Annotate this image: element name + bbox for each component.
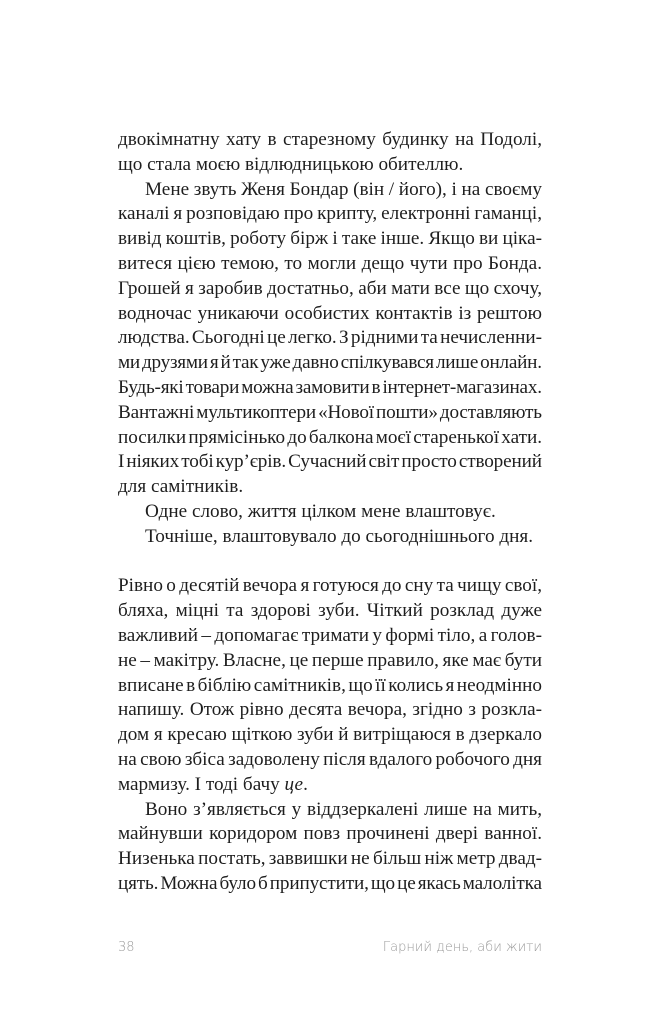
text-line-content: двокімнатну хату в старезному будинку на Подолі, bbox=[118, 129, 542, 150]
text-line-content: що стала моєю відлюдницькою обителлю. bbox=[118, 153, 464, 175]
text-line bbox=[118, 351, 542, 376]
text-line bbox=[118, 698, 542, 723]
text-line bbox=[118, 822, 542, 847]
text-line-inner bbox=[118, 723, 542, 748]
text-line-inner bbox=[118, 302, 542, 327]
text-line bbox=[118, 376, 542, 401]
text-line-inner bbox=[118, 128, 542, 153]
text-line-content: Будь-які товари можна замовити в інтернет-магазинах. bbox=[118, 377, 542, 398]
text-line-content: Точніше, влаштовувало до сьогоднішнього дня. bbox=[145, 525, 533, 547]
text-line bbox=[145, 525, 542, 550]
text-line-content: вивід коштів, роботу бірж і таке інше. Якщо ви ціка- bbox=[118, 228, 542, 250]
text-line bbox=[118, 450, 542, 475]
text-line-inner bbox=[145, 178, 542, 203]
text-line bbox=[118, 649, 542, 674]
text-line-content: мармизу. І тоді бачу bbox=[118, 773, 285, 795]
text-line bbox=[118, 426, 542, 451]
text-line-content: Мене звуть Женя Бондар (він / його), і на своєму bbox=[145, 178, 542, 200]
text-line-content: Одне слово, життя цілком мене влаштовує. bbox=[145, 501, 496, 522]
text-line-inner bbox=[118, 153, 463, 178]
text-line-inner bbox=[118, 822, 542, 847]
text-line-inner bbox=[145, 525, 533, 550]
text-line bbox=[118, 674, 542, 699]
text-line-content: каналі я розповідаю про крипту, електронні гаманці, bbox=[118, 203, 542, 225]
text-line bbox=[118, 574, 542, 599]
text-line-inner bbox=[118, 847, 542, 872]
text-line-inner bbox=[145, 798, 542, 823]
text-line-inner bbox=[118, 872, 542, 897]
text-line-inner bbox=[118, 773, 308, 798]
text-line-inner bbox=[118, 202, 542, 227]
text-line-inner bbox=[118, 674, 542, 699]
text-line bbox=[118, 872, 542, 897]
text-line bbox=[118, 302, 542, 327]
text-line bbox=[118, 277, 542, 302]
text-line-inner bbox=[118, 698, 542, 723]
text-line-content: бляха, міцні та здорові зуби. Чіткий розклад дуже bbox=[118, 600, 542, 622]
text-line-inner bbox=[118, 450, 542, 475]
page-number: 38 bbox=[118, 940, 135, 955]
text-line-content: ми друзями я й так уже давно спілкувався лише онлайн. bbox=[118, 352, 542, 374]
text-line-inner bbox=[118, 599, 542, 624]
text-line-inner bbox=[118, 252, 542, 277]
text-line-inner bbox=[118, 376, 542, 401]
text-line-inner bbox=[118, 475, 243, 500]
text-line-content: майнувши коридором повз прочинені двері ванної. bbox=[118, 823, 542, 845]
text-line bbox=[118, 401, 542, 426]
text-line-content: вписане в біблію самітників, що її колись я неодмінно bbox=[118, 674, 542, 696]
text-line-content: Грошей я заробив достатньо, аби мати все що схочу, bbox=[118, 277, 542, 299]
text-line-content: Рівно о десятій вечора я готуюся до сну та чищу свої, bbox=[118, 575, 542, 597]
text-line-content: витеся цією темою, то могли дещо чути про Бонда. bbox=[118, 253, 542, 274]
text-line-content: важливий – допомагає тримати у формі тіло, а голов- bbox=[118, 625, 542, 646]
text-line bbox=[118, 723, 542, 748]
text-line-content: людства. Сьогодні це легко. З рідними та нечисленни- bbox=[118, 327, 542, 349]
text-line-inner bbox=[145, 500, 496, 525]
text-line-content: Низенька постать, заввишки не більш ніж метр двад- bbox=[118, 848, 542, 870]
text-line-content: для самітників. bbox=[118, 476, 244, 498]
text-line bbox=[118, 252, 542, 277]
text-line-content: цять. Можна було б припустити, що це якась малолітка bbox=[118, 873, 542, 894]
text-line bbox=[145, 798, 542, 823]
running-title: Гарний день, аби жити bbox=[382, 940, 542, 955]
text-line-content: І ніяких тобі кур’єрів. Сучасний світ просто створений bbox=[118, 451, 542, 473]
text-line-inner bbox=[118, 326, 542, 351]
text-line-inner bbox=[118, 227, 542, 252]
text-line-content: Вантажні мультикоптери «Нової пошти» доставляють bbox=[118, 401, 542, 423]
text-line bbox=[118, 773, 542, 798]
text-line bbox=[118, 227, 542, 252]
text-line-content: посилки прямісінько до балкона моєї старенької хати. bbox=[118, 426, 542, 448]
text-line-inner bbox=[118, 277, 542, 302]
text-line bbox=[118, 128, 542, 153]
text-line-inner bbox=[118, 624, 542, 649]
text-line bbox=[118, 599, 542, 624]
text-line-tail: . bbox=[303, 773, 308, 795]
text-line-inner bbox=[118, 649, 542, 674]
text-line bbox=[118, 847, 542, 872]
text-line-inner bbox=[118, 401, 542, 426]
text-line-content: напишу. Отож рівно десята вечора, згідно з розкла- bbox=[118, 699, 542, 721]
text-line bbox=[118, 202, 542, 227]
text-line bbox=[118, 624, 542, 649]
text-line bbox=[118, 153, 542, 178]
text-line-inner bbox=[118, 426, 542, 451]
text-line bbox=[145, 178, 542, 203]
text-line-content: Воно з’являється у віддзеркалені лише на мить, bbox=[145, 798, 542, 820]
italic-emphasis: це bbox=[284, 773, 304, 795]
text-line bbox=[118, 748, 542, 773]
text-line bbox=[118, 326, 542, 351]
text-line-inner bbox=[118, 574, 542, 599]
text-line bbox=[118, 475, 542, 500]
text-line-inner bbox=[118, 351, 542, 376]
text-line-content: водночас уникаючи особистих контактів із рештою bbox=[118, 302, 542, 324]
text-line-inner bbox=[118, 748, 542, 773]
text-line bbox=[145, 500, 542, 525]
text-line-content: на свою збіса задоволену після вдалого робочого дня bbox=[118, 749, 542, 770]
text-line-content: дом я кресаю щіткою зуби й витріщаюся в дзеркало bbox=[118, 724, 542, 746]
text-line-content: не – макітру. Власне, це перше правило, яке має бути bbox=[118, 649, 542, 671]
